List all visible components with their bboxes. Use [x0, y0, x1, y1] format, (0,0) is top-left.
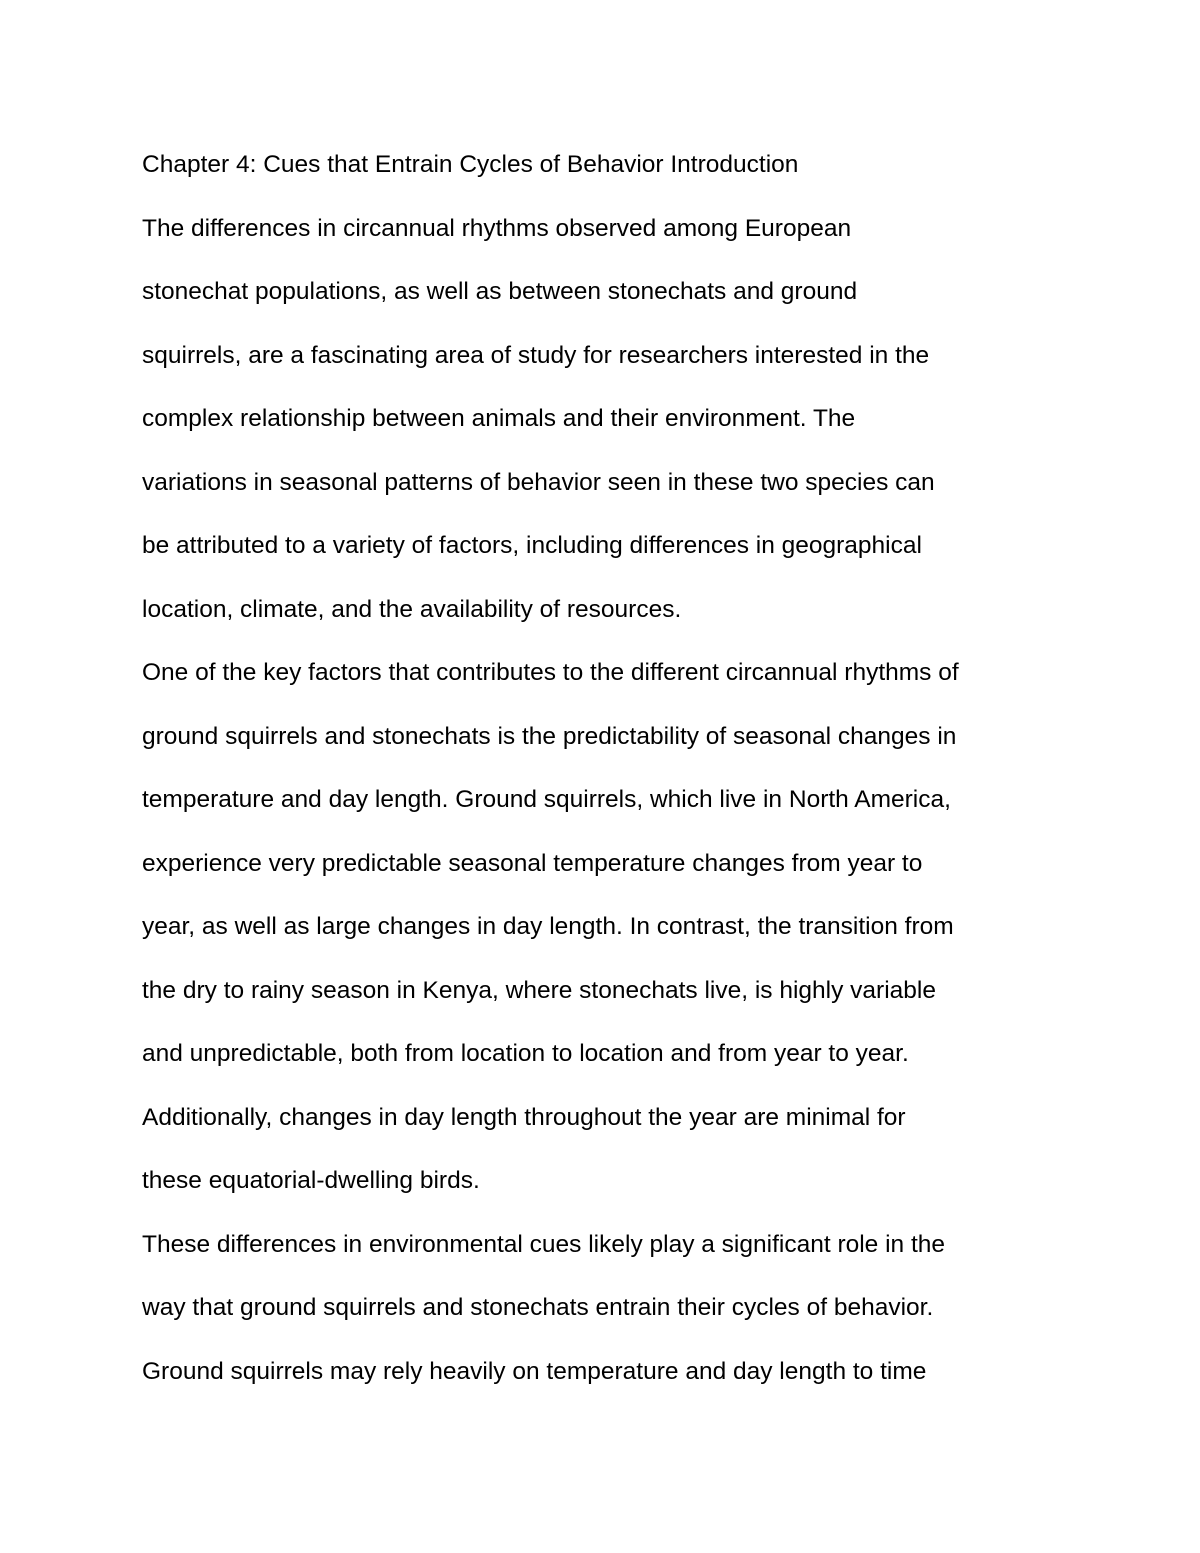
paragraph-line: the dry to rainy season in Kenya, where stonechats live, is highly variable	[142, 976, 936, 1004]
paragraph-line: year, as well as large changes in day length. In contrast, the transition from	[142, 913, 954, 940]
paragraph-line: squirrels, are a fascinating area of study for researchers interested in the	[142, 341, 930, 369]
paragraph-line: these equatorial-dwelling birds.	[142, 1167, 480, 1194]
paragraph-line: complex relationship between animals and their environment. The	[142, 405, 856, 432]
paragraph-line: The differences in circannual rhythms observed among European	[142, 214, 852, 242]
chapter-heading: Chapter 4: Cues that Entrain Cycles of Behavior Introduction	[142, 151, 799, 178]
paragraph-line: Additionally, changes in day length throughout the year are minimal for	[142, 1103, 906, 1131]
paragraph-line: way that ground squirrels and stonechats entrain their cycles of behavior.	[142, 1294, 934, 1321]
paragraph-line: ground squirrels and stonechats is the predictability of seasonal changes in	[142, 722, 957, 750]
paragraph-line: and unpredictable, both from location to location and from year to year.	[142, 1040, 909, 1067]
paragraph-3	[142, 1213, 1072, 1404]
paragraph-line: variations in seasonal patterns of behavior seen in these two species can	[142, 468, 935, 496]
paragraph-line: experience very predictable seasonal temperature changes from year to	[142, 849, 923, 877]
paragraph-line: Ground squirrels may rely heavily on temperature and day length to time	[142, 1357, 927, 1385]
paragraph-line: stonechat populations, as well as between stonechats and ground	[142, 278, 858, 305]
paragraph-line: be attributed to a variety of factors, including differences in geographical	[142, 532, 922, 559]
paragraph-1	[142, 197, 1072, 642]
paragraph-line: One of the key factors that contributes to the different circannual rhythms of	[142, 659, 959, 686]
document-body	[142, 133, 1072, 1403]
paragraph-line: temperature and day length. Ground squirrels, which live in North America,	[142, 786, 951, 813]
paragraph-line: location, climate, and the availability of resources.	[142, 595, 682, 623]
paragraph-line: These differences in environmental cues likely play a significant role in the	[142, 1230, 946, 1258]
paragraph-2	[142, 641, 1072, 1213]
